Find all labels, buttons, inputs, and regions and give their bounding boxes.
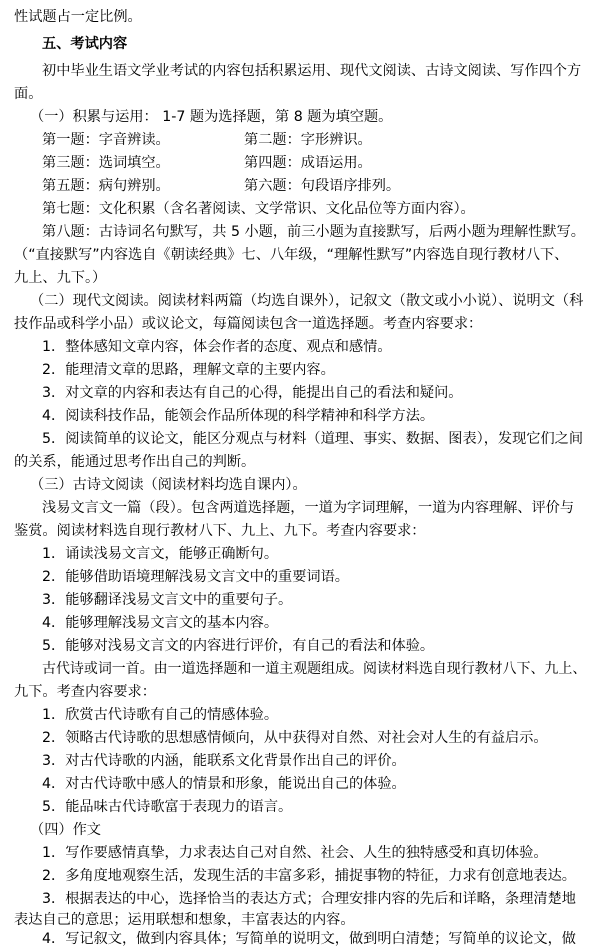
subsection-heading: （三）古诗文阅读（阅读材料均选自课内）。 xyxy=(30,477,307,493)
list-item: 3．对文章的内容和表达有自己的心得，能提出自己的看法和疑问。 xyxy=(42,385,463,401)
list-item: 3．对古代诗歌的内涵，能联系文化背景作出自己的评价。 xyxy=(42,753,406,769)
paragraph-line: 九上、九下。） xyxy=(14,270,107,286)
paragraph-line: 技作品或科学小品）或议论文，每篇阅读包含一道选择题。考查内容要求： xyxy=(14,316,483,332)
list-item: 4．写记叙文，做到内容具体；写简单的说明文，做到明白清楚；写简单的议论文，做 xyxy=(42,931,576,947)
question-item: 第七题：文化积累（含名著阅读、文学常识、文化品位等方面内容）。 xyxy=(42,201,475,217)
list-item: 2．领略古代诗歌的思想感情倾向，从中获得对自然、对社会对人生的有益启示。 xyxy=(42,730,548,746)
paragraph-line: （“直接默写”内容选自《朝读经典》七、八年级，“理解性默写”内容选自现行教材八下、 xyxy=(14,247,569,263)
list-item: 5．阅读简单的议论文，能区分观点与材料（道理、事实、数据、图表），发现它们之间 xyxy=(42,431,584,447)
paragraph-line: 面。 xyxy=(14,86,43,102)
question-item: 第四题：成语运用。 xyxy=(244,155,372,171)
section-heading: 五、考试内容 xyxy=(42,36,128,52)
list-item: 5．能够对浅易文言文的内容进行评价，有自己的看法和体验。 xyxy=(42,638,435,654)
list-item: 1．欣赏古代诗歌有自己的情感体验。 xyxy=(42,707,279,723)
question-item: 第六题：句段语序排列。 xyxy=(244,178,401,194)
question-item: 第八题：古诗词名句默写，共 5 小题，前三小题为直接默写，后两小题为理解性默写。 xyxy=(42,224,585,240)
list-item: 5．能品味古代诗歌富于表现力的语言。 xyxy=(42,799,293,815)
list-item: 4．能够理解浅易文言文的基本内容。 xyxy=(42,615,279,631)
list-item: 2．能够借助语境理解浅易文言文中的重要词语。 xyxy=(42,569,349,585)
list-item: 1．诵读浅易文言文，能够正确断句。 xyxy=(42,546,279,562)
paragraph-line: 的关系，能通过思考作出自己的判断。 xyxy=(14,454,256,470)
paragraph-line: 九下。考查内容要求： xyxy=(14,684,156,700)
text-line: 性试题占一定比例。 xyxy=(14,9,142,25)
question-item: 第二题：字形辨识。 xyxy=(244,132,372,148)
question-item: 第一题：字音辨读。 xyxy=(42,132,170,148)
paragraph-line: 浅易文言文一篇（段）。包含两道选择题，一道为字词理解，一道为内容理解、评价与 xyxy=(42,500,575,516)
paragraph-line: 初中毕业生语文学业考试的内容包括积累运用、现代文阅读、古诗文阅读、写作四个方 xyxy=(42,63,582,79)
list-item: 2．多角度地观察生活，发现生活的丰富多彩，捕捉事物的特征，力求有创意地表达。 xyxy=(42,868,576,884)
paragraph-line: 表达自己的意思；运用联想和想象，丰富表达的内容。 xyxy=(14,912,355,928)
list-item: 1．写作要感情真挚，力求表达自己对自然、社会、人生的独特感受和真切体验。 xyxy=(42,845,548,861)
subsection-heading: （一）积累与运用： 1-7 题为选择题，第 8 题为填空题。 xyxy=(30,109,393,125)
list-item: 3．能够翻译浅易文言文中的重要句子。 xyxy=(42,592,293,608)
list-item: 4．阅读科技作品，能领会作品所体现的科学精神和科学方法。 xyxy=(42,408,435,424)
subsection-heading: （四）作文 xyxy=(30,822,101,838)
paragraph-line: 古代诗或词一首。由一道选择题和一道主观题组成。阅读材料选自现行教材八下、九上、 xyxy=(42,661,587,677)
question-item: 第五题：病句辨别。 xyxy=(42,178,170,194)
list-item: 1．整体感知文章内容，体会作者的态度、观点和感情。 xyxy=(42,339,392,355)
list-item: 3．根据表达的中心，选择恰当的表达方式；合理安排内容的先后和详略，条理清楚地 xyxy=(42,891,576,907)
list-item: 4．对古代诗歌中感人的情景和形象，能说出自己的体验。 xyxy=(42,776,406,792)
paragraph-line: 鉴赏。阅读材料选自现行教材八下、九上、九下。考查内容要求： xyxy=(14,523,426,539)
question-item: 第三题：选词填空。 xyxy=(42,155,170,171)
list-item: 2．能理清文章的思路，理解文章的主要内容。 xyxy=(42,362,335,378)
subsection-heading: （二）现代文阅读。阅读材料两篇（均选自课外），记叙文（散文或小小说）、说明文（科 xyxy=(30,293,584,309)
